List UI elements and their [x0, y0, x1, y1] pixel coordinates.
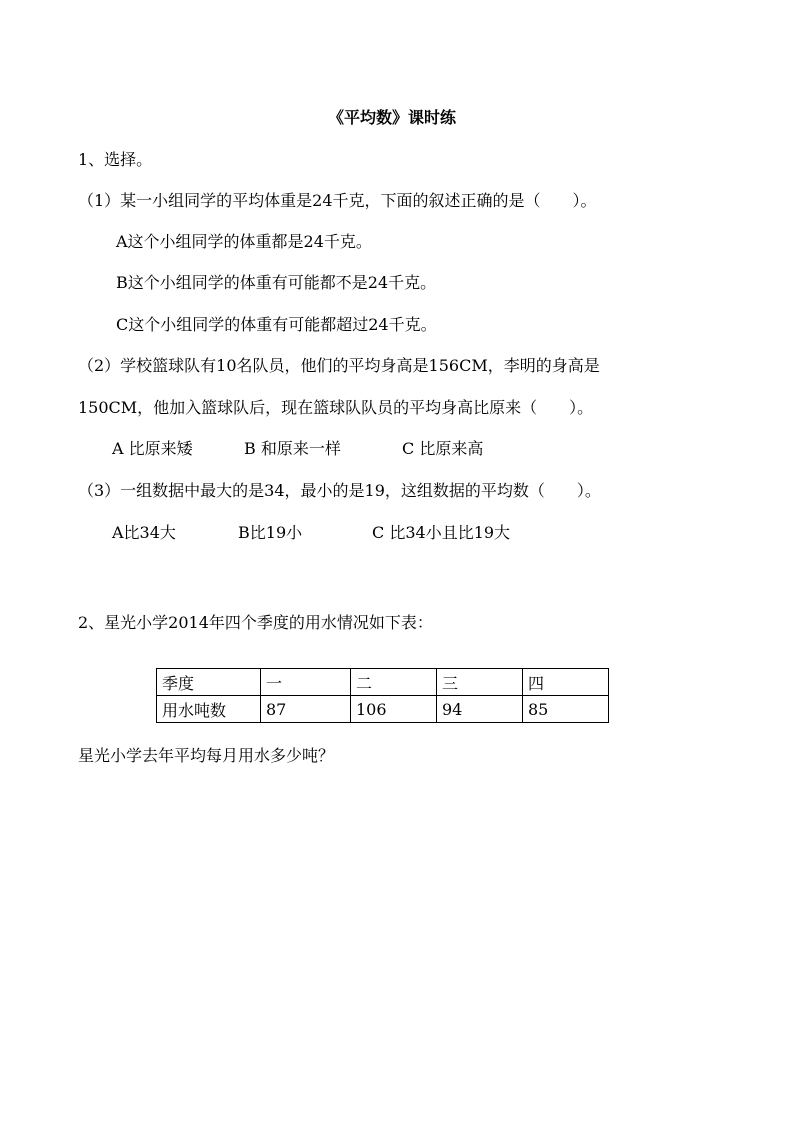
water-usage-table	[156, 668, 609, 723]
section-2-heading: 2、星光小学2014年四个季度的用水情况如下表：	[78, 613, 433, 632]
table-header-cell: 一	[261, 669, 351, 696]
table-header-cell: 二	[351, 669, 437, 696]
question-1-stem: （1）某一小组同学的平均体重是24千克，下面的叙述正确的是（ ）。	[78, 191, 597, 210]
table-cell: 87	[261, 696, 351, 723]
page-title: 《平均数》课时练	[328, 108, 457, 127]
section-1-heading: 1、选择。	[78, 150, 153, 169]
question-1-option-c: C这个小组同学的体重有可能都超过24千克。	[116, 315, 437, 334]
table-header-cell: 三	[437, 669, 523, 696]
question-1-option-b: B这个小组同学的体重有可能都不是24千克。	[116, 273, 437, 292]
table-header-cell: 季度	[157, 669, 261, 696]
question-3-option-a: A比34大	[112, 523, 176, 542]
question-3-option-c: C 比34小且比19大	[372, 523, 511, 542]
question-3-stem: （3）一组数据中最大的是34，最小的是19，这组数据的平均数（ ）。	[78, 481, 601, 500]
table-cell: 106	[351, 696, 437, 723]
table-header-row	[157, 669, 609, 696]
question-2-option-c: C 比原来高	[402, 439, 484, 458]
table-header-cell: 四	[523, 669, 609, 696]
section-2-question: 星光小学去年平均每月用水多少吨？	[78, 746, 335, 765]
table-row	[157, 696, 609, 723]
question-2-stem-line-1: （2）学校篮球队有10名队员，他们的平均身高是156CM，李明的身高是	[78, 356, 600, 375]
table-cell: 94	[437, 696, 523, 723]
question-2-stem-line-2: 150CM，他加入篮球队后，现在篮球队队员的平均身高比原来（ ）。	[78, 398, 594, 417]
table-cell: 用水吨数	[157, 696, 261, 723]
question-2-option-a: A 比原来矮	[112, 439, 193, 458]
question-3-option-b: B比19小	[238, 523, 303, 542]
question-2-option-b: B 和原来一样	[244, 439, 341, 458]
question-1-option-a: A这个小组同学的体重都是24千克。	[116, 232, 372, 251]
table-cell: 85	[523, 696, 609, 723]
